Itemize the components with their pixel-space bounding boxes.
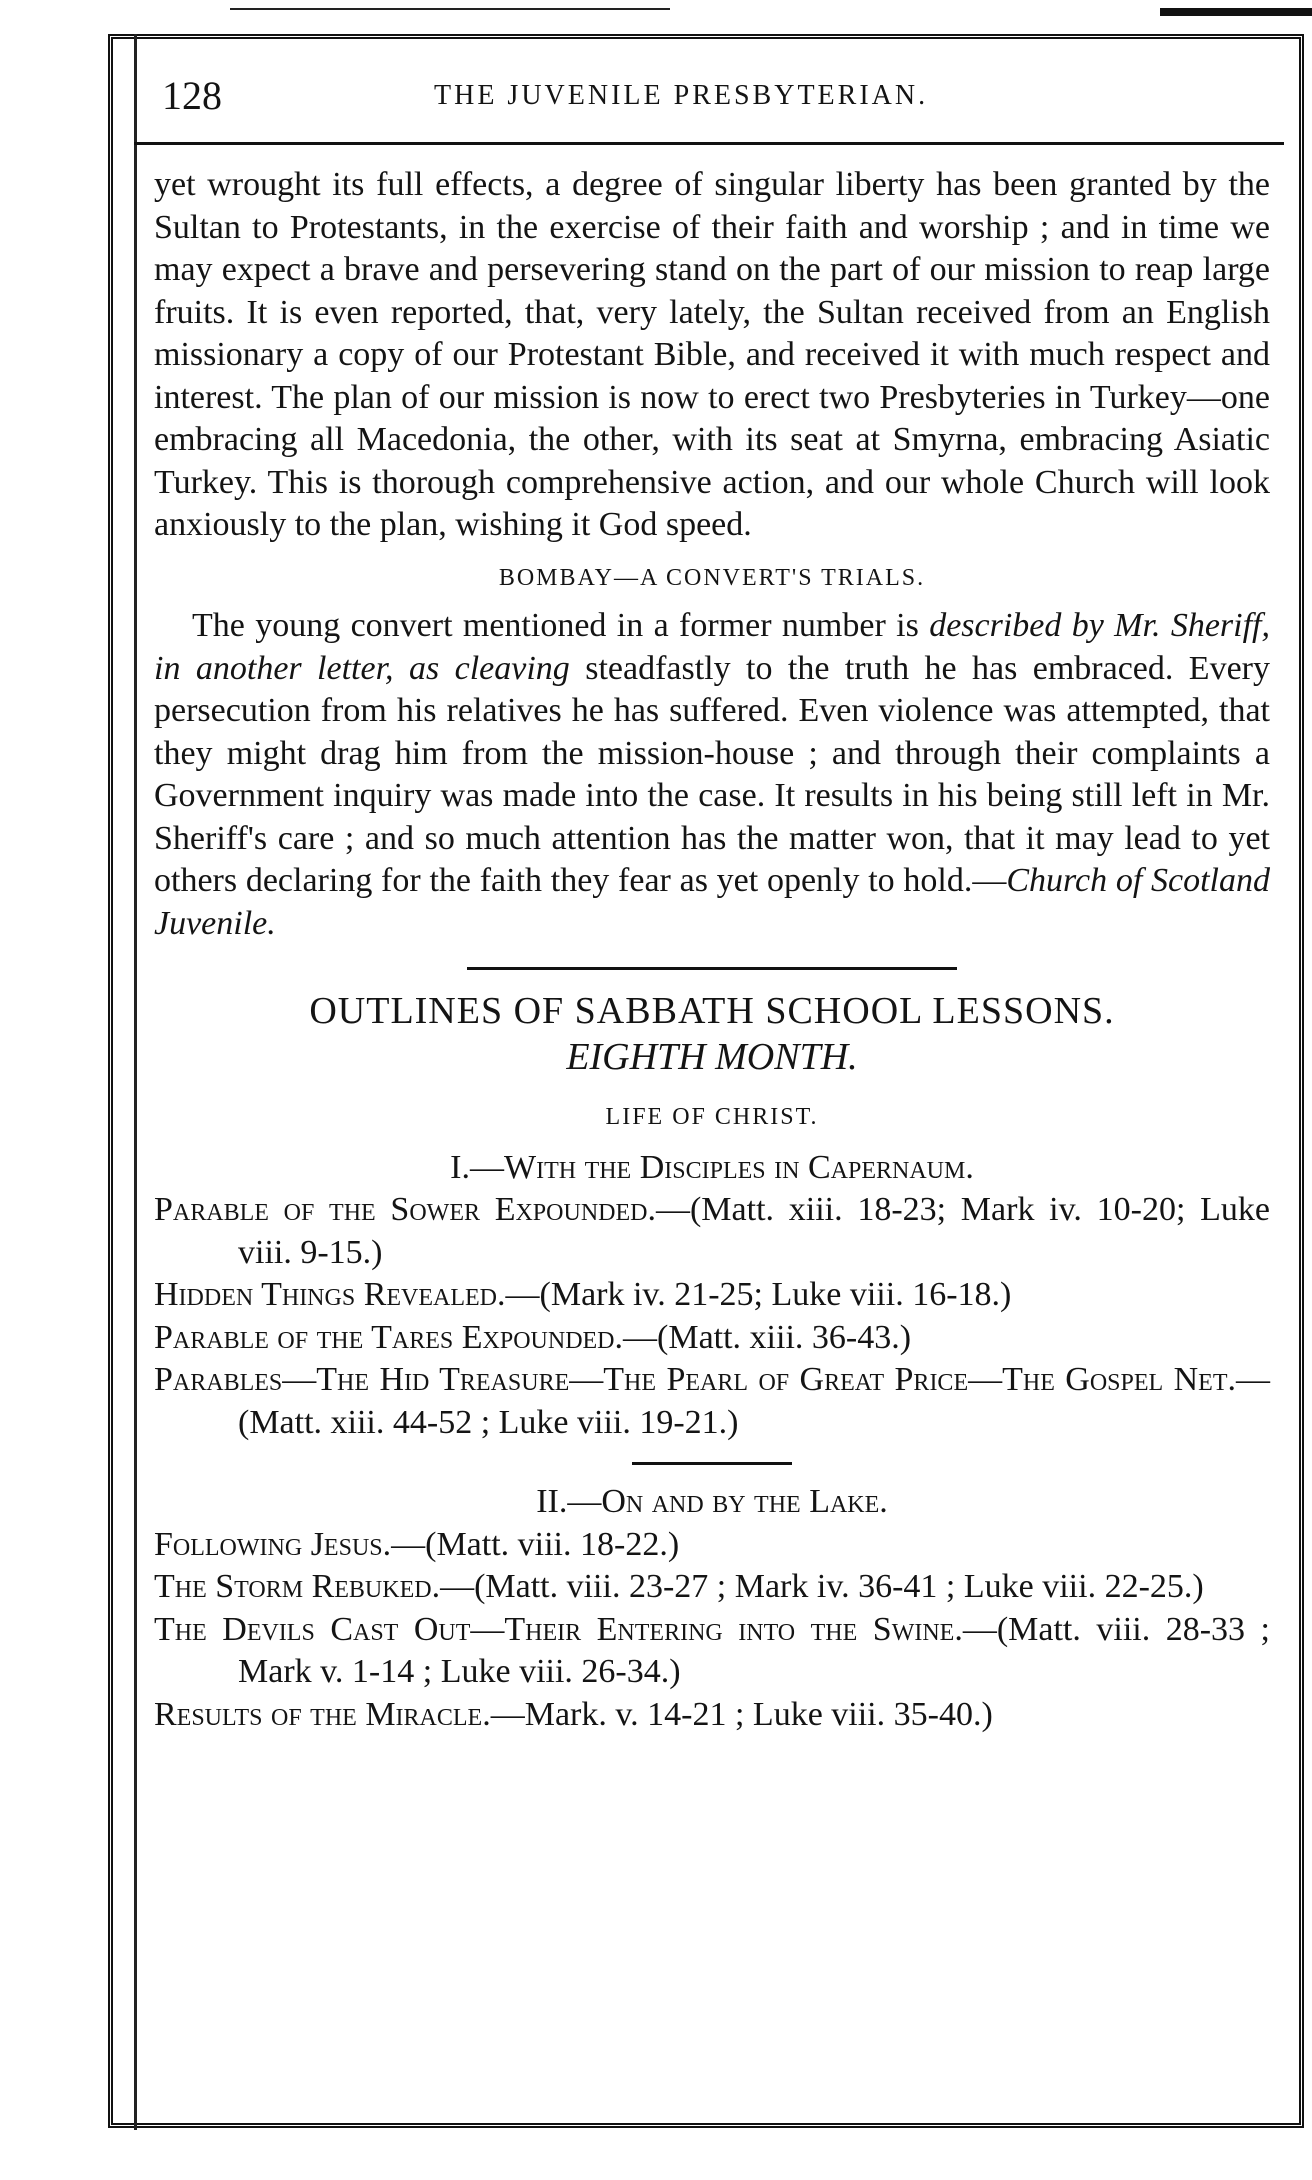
top-rule xyxy=(230,8,670,10)
lesson-title: The Storm Rebuked. xyxy=(154,1568,441,1605)
lesson-ref: —(Matt. viii. 28-33 ; Mark v. 1-14 ; Luke viii. 26-34.) xyxy=(238,1610,1271,1690)
lesson-item xyxy=(154,1274,1270,1317)
article-bombay-source: Church of Scotland Juvenile. xyxy=(154,862,1271,942)
lesson-title: Parable of the Sower Expounded. xyxy=(154,1191,656,1228)
lesson-item xyxy=(154,1317,1270,1360)
page-header xyxy=(134,60,1284,140)
outlines-title: OUTLINES OF SABBATH SCHOOL LESSONS. xyxy=(309,990,1115,1032)
article-bombay-body-italic: described by Mr. Sheriff, in another letter, as cleaving xyxy=(154,607,1270,687)
lesson-ref: —(Mark iv. 21-25; Luke viii. 16-18.) xyxy=(505,1276,1012,1313)
lesson-title: Parables—The Hid Treasure—The Pearl of Great Price—The Gospel Net. xyxy=(154,1361,1236,1398)
lesson-ref: —Mark. v. 14-21 ; Luke viii. 35-40.) xyxy=(490,1695,993,1733)
lesson-title: Parable of the Tares Expounded. xyxy=(154,1318,624,1356)
header-rule xyxy=(134,142,1284,145)
running-title: THE JUVENILE PRESBYTERIAN. xyxy=(434,80,929,111)
lesson-ref: —(Matt. viii. 23-27 ; Mark iv. 36-41 ; Luke viii. 22-25.) xyxy=(440,1568,1204,1605)
section-divider xyxy=(467,967,957,970)
lesson-item xyxy=(154,1524,1270,1567)
lesson-title: The Devils Cast Out—Their Entering into the Swine. xyxy=(154,1610,963,1648)
lesson-item xyxy=(154,1609,1270,1694)
lesson-title: Following Jesus. xyxy=(154,1525,392,1563)
subsection-divider xyxy=(632,1462,792,1465)
lesson-title: Results of the Miracle. xyxy=(154,1695,491,1733)
lesson-item xyxy=(154,1694,1270,1737)
lesson-item xyxy=(154,1359,1270,1444)
lesson-item xyxy=(154,1189,1270,1274)
article-bombay-body-rest: steadfastly to the truth he has embraced. Every persecution from his relatives he has suffered. Even violence was attempted, that they might drag him from the mission-house ; and through their complaints a Government inquiry was made into the case. It results in his being still left in Mr. Sheriff's care ; and so much attention has the matter won, that it may lead to yet others declaring for the faith they fear as yet openly to hold.— xyxy=(154,649,1270,899)
frame-inner-left-rule xyxy=(134,34,137,2130)
outlines-subject: LIFE OF CHRIST. xyxy=(605,1104,819,1130)
top-corner-rule xyxy=(1160,8,1312,16)
article-bombay-heading: BOMBAY—A CONVERT'S TRIALS. xyxy=(498,564,926,591)
lesson-ref: —(Matt. xiii. 18-23; Mark iv. 10-20; Luke viii. 9-15.) xyxy=(238,1191,1270,1271)
article-turkey-body: yet wrought its full effects, a degree of singular liberty has been granted by the Sultan to Protestants, in the exercise of their faith and worship ; and in time we may expect a brave and persevering stand on the part of our mission to reap large fruits. It is even reported, that, very lately, the Sultan received from an English missionary a copy of our Protestant Bible, and received it with much respect and interest. The plan of our mission is now to erect two Presbyteries in Turkey—one embracing all Macedonia, the other, with its seat at Smyrna, embracing Asiatic Turkey. This is thorough comprehensive action, and our whole Church will look anxiously to the plan, wishing it God speed. xyxy=(154,166,1270,543)
lesson-title: Hidden Things Revealed. xyxy=(154,1276,506,1313)
page-content xyxy=(154,164,1270,1736)
lesson-ref: —(Matt. viii. 18-22.) xyxy=(391,1525,680,1563)
article-bombay-body-start: The young convert mentioned in a former number is xyxy=(192,607,930,644)
section-2-heading: II.—On and by the Lake. xyxy=(536,1483,888,1520)
article-bombay-body xyxy=(154,605,1270,945)
lesson-ref: —(Matt. xiii. 44-52 ; Luke viii. 19-21.) xyxy=(238,1361,1270,1441)
outlines-month: EIGHTH MONTH. xyxy=(566,1036,858,1078)
section-1-heading: I.—With the Disciples in Capernaum. xyxy=(450,1148,974,1186)
page-number: 128 xyxy=(162,73,222,118)
lesson-item xyxy=(154,1566,1270,1609)
lesson-ref: —(Matt. xiii. 36-43.) xyxy=(623,1318,912,1356)
